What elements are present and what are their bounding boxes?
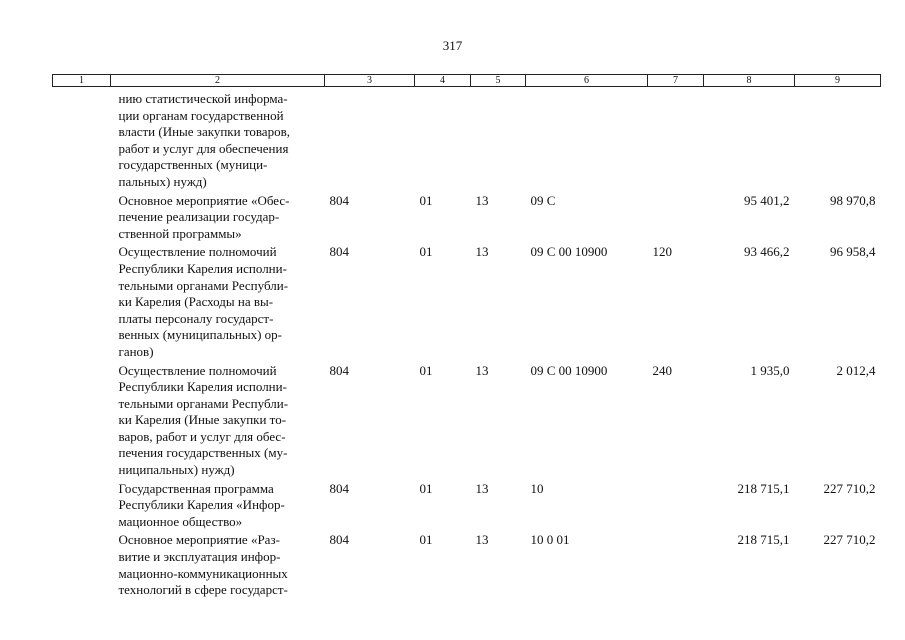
cell-expense-type: 240 [652, 362, 672, 378]
cell-section: 01 [419, 244, 433, 260]
budget-table [52, 74, 881, 599]
cell-amount-year1: 218 715,1 [737, 480, 790, 496]
cell-target-article [526, 87, 648, 191]
cell-subsection: 13 [475, 480, 489, 496]
description-line: Республики Карелия исполни- [118, 260, 287, 276]
description-line: государственных (муници- [118, 157, 268, 173]
description-line: пальных) нужд) [118, 173, 207, 189]
description-line: работ и услуг для обеспечения [118, 140, 289, 156]
cell-amount-year1: 1 935,0 [750, 362, 790, 378]
cell-amount-year1: 218 715,1 [737, 532, 790, 548]
cell-ministry-code [325, 87, 415, 191]
cell-target-article: 09 С [530, 192, 556, 208]
cell-col1 [53, 361, 111, 479]
description-line: мационное общество» [118, 513, 243, 529]
description-line: ственной программы» [118, 225, 242, 241]
description-line: варов, работ и услуг для обес- [118, 428, 286, 444]
column-header: 5 [471, 75, 526, 87]
table-row [53, 361, 881, 479]
page-number: 317 [442, 38, 463, 53]
cell-section: 01 [419, 362, 433, 378]
description-line: печения государственных (му- [118, 445, 288, 461]
description-line: власти (Иные закупки товаров, [118, 124, 290, 140]
cell-ministry-code: 804 [329, 480, 349, 496]
column-header: 2 [111, 75, 325, 87]
description-line: ции органам государственной [118, 107, 284, 123]
description-line: Республики Карелия исполни- [118, 379, 287, 395]
description-line: ганов) [118, 343, 154, 359]
cell-section: 01 [419, 480, 433, 496]
table-row [53, 242, 881, 360]
column-header: 4 [415, 75, 471, 87]
table-row [53, 87, 881, 191]
column-header: 8 [704, 75, 795, 87]
cell-amount-year1: 93 466,2 [744, 244, 790, 260]
cell-col1 [53, 87, 111, 191]
cell-section: 01 [419, 532, 433, 548]
row-description [111, 242, 325, 360]
cell-expense-type: 120 [652, 244, 672, 260]
table-body [53, 87, 881, 599]
description-line: платы персоналу государст- [118, 310, 274, 326]
cell-amount-year2: 227 710,2 [823, 532, 876, 548]
row-description [111, 191, 325, 243]
cell-subsection: 13 [475, 532, 489, 548]
column-header: 9 [795, 75, 881, 87]
description-line: печение реализации государ- [118, 209, 280, 225]
row-description [111, 87, 325, 191]
row-description [111, 530, 325, 598]
cell-ministry-code: 804 [329, 192, 349, 208]
description-line: Осуществление полномочий [118, 244, 277, 260]
cell-expense-type [648, 530, 704, 598]
cell-ministry-code: 804 [329, 362, 349, 378]
cell-amount-year1: 95 401,2 [744, 192, 790, 208]
cell-subsection: 13 [475, 362, 489, 378]
cell-amount-year2: 98 970,8 [830, 192, 876, 208]
cell-col1 [53, 479, 111, 531]
cell-target-article: 09 С 00 10900 [530, 362, 608, 378]
description-line: ки Карелия (Расходы на вы- [118, 294, 274, 310]
description-line: ки Карелия (Иные закупки то- [118, 412, 287, 428]
cell-expense-type [648, 191, 704, 243]
column-header: 6 [526, 75, 648, 87]
description-line: венных (муниципальных) ор- [118, 327, 282, 343]
cell-section [415, 87, 471, 191]
cell-col1 [53, 191, 111, 243]
cell-subsection: 13 [475, 244, 489, 260]
column-header: 3 [325, 75, 415, 87]
table-row [53, 191, 881, 243]
cell-col1 [53, 242, 111, 360]
cell-section: 01 [419, 192, 433, 208]
table-row [53, 530, 881, 598]
row-description [111, 479, 325, 531]
row-description [111, 361, 325, 479]
cell-target-article: 09 С 00 10900 [530, 244, 608, 260]
cell-expense-type [648, 479, 704, 531]
table-row [53, 479, 881, 531]
cell-ministry-code: 804 [329, 244, 349, 260]
cell-subsection: 13 [475, 192, 489, 208]
cell-target-article: 10 0 01 [530, 532, 570, 548]
description-line: технологий в сфере государст- [118, 582, 288, 598]
cell-amount-year2: 96 958,4 [830, 244, 876, 260]
description-line: тельными органами Республи- [118, 395, 289, 411]
header-row [53, 75, 881, 87]
description-line: ниципальных) нужд) [118, 462, 235, 478]
description-line: мационно-коммуникационных [118, 565, 288, 581]
cell-target-article: 10 [530, 480, 544, 496]
description-line: Государственная программа [118, 480, 274, 496]
cell-amount-year2: 2 012,4 [836, 362, 876, 378]
description-line: витие и эксплуатация инфор- [118, 549, 281, 565]
cell-ministry-code: 804 [329, 532, 349, 548]
cell-amount-year2 [795, 87, 881, 191]
description-line: Осуществление полномочий [118, 362, 277, 378]
description-line: Основное мероприятие «Раз- [118, 532, 280, 548]
cell-subsection [471, 87, 526, 191]
description-line: Основное мероприятие «Обес- [118, 192, 290, 208]
cell-expense-type [648, 87, 704, 191]
column-header: 1 [53, 75, 111, 87]
cell-amount-year2: 227 710,2 [823, 480, 876, 496]
description-line: нию статистической информа- [118, 91, 288, 106]
column-header: 7 [648, 75, 704, 87]
cell-col1 [53, 530, 111, 598]
description-line: тельными органами Республи- [118, 277, 289, 293]
description-line: Республики Карелия «Инфор- [118, 497, 285, 513]
cell-amount-year1 [704, 87, 795, 191]
